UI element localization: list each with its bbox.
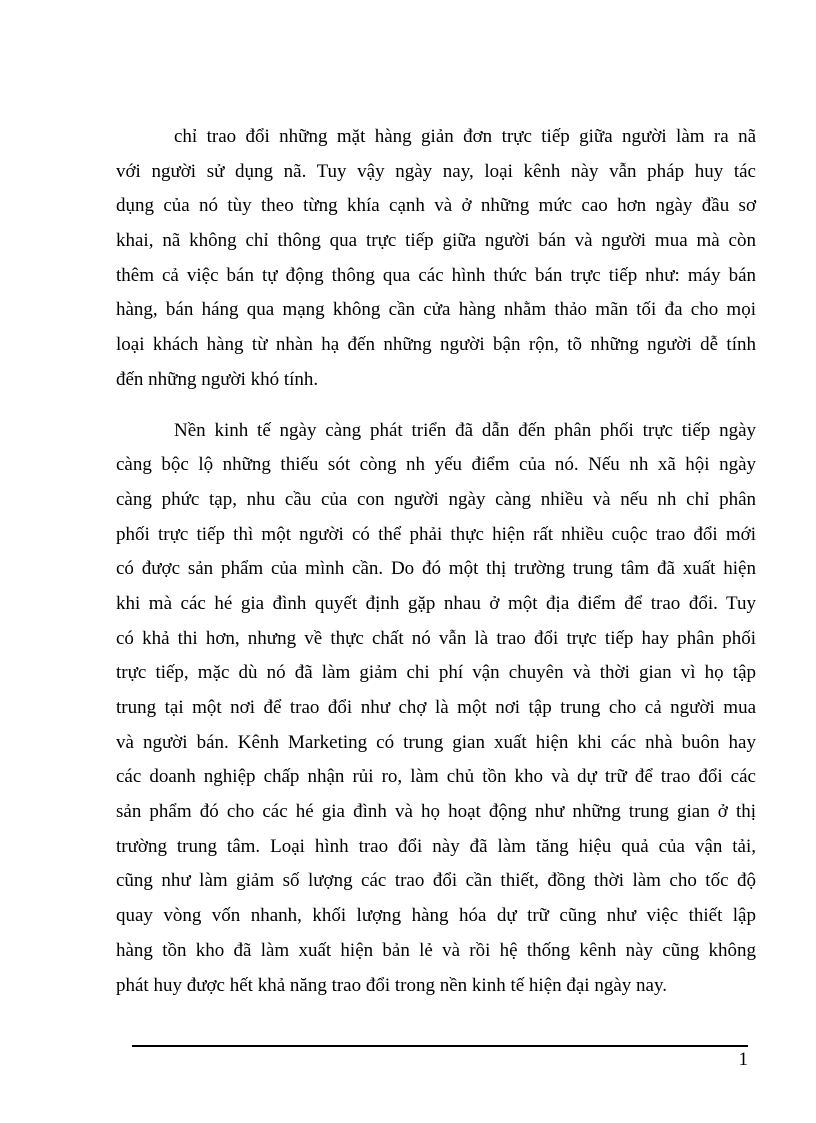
text-line: Nền kinh tế ngày càng phát triển đã dẫn đến phân phối trực tiếp ngày (174, 419, 756, 441)
body-text (116, 120, 756, 1003)
text-line: hàng, bán háng qua mạng không cần cửa hàng nhằm thảo mãn tối đa cho mọi (116, 299, 756, 321)
text-line: khi mà các hé gia đình quyết định gặp nhau ở một địa điểm để trao đổi. Tuy (116, 592, 756, 614)
text-line: có được sản phẩm của mình cần. Do đó một thị trường trung tâm đã xuất hiện (116, 558, 756, 580)
page-number: 1 (738, 1049, 748, 1070)
text-line: quay vòng vốn nhanh, khối lượng hàng hóa dự trữ cũng như việc thiết lập (116, 905, 756, 927)
text-line: loại khách hàng từ nhàn hạ đến những người bận rộn, tõ những người dễ tính (116, 334, 756, 356)
text-line: có khả thi hơn, nhưng về thực chất nó vẫn là trao đổi trực tiếp hay phân phối (116, 627, 756, 649)
paragraph-2 (116, 414, 756, 1004)
text-line: dụng của nó tùy theo từng khía cạnh và ở những mức cao hơn ngày đầu sơ (116, 195, 756, 217)
text-line: chỉ trao đổi những mặt hàng giản đơn trực tiếp giữa người làm ra nã (174, 126, 756, 147)
text-line: cũng như làm giảm số lượng các trao đổi cần thiết, đồng thời làm cho tốc độ (116, 870, 756, 892)
text-line: phát huy được hết khả năng trao đổi trong nền kinh tế hiện đại ngày nay. (116, 974, 667, 996)
text-line: trung tại một nơi để trao đổi như chợ là một nơi tập trung cho cả người mua (116, 697, 756, 718)
text-line: với người sử dụng nã. Tuy vậy ngày nay, loại kênh này vẫn pháp huy tác (116, 160, 756, 182)
text-line: đến những người khó tính. (116, 368, 319, 390)
text-line: và người bán. Kênh Marketing có trung gian xuất hiện khi các nhà buôn hay (116, 731, 756, 753)
paragraph-1 (116, 120, 756, 398)
text-line: càng bộc lộ những thiếu sót còng nh yếu điểm của nó. Nếu nh xã hội ngày (116, 454, 756, 476)
text-line: trường trung tâm. Loại hình trao đổi này đã làm tăng hiệu quả của vận tải, (116, 835, 756, 857)
text-line: phối trực tiếp thì một người có thể phải thực hiện rất nhiều cuộc trao đổi mới (116, 523, 756, 545)
text-line: trực tiếp, mặc dù nó đã làm giảm chi phí vận chuyên và thời gian vì họ tập (116, 662, 756, 684)
text-line: khai, nã không chỉ thông qua trực tiếp giữa người bán và người mua mà còn (116, 230, 756, 252)
text-line: thêm cả việc bán tự động thông qua các hình thức bán trực tiếp như: máy bán (116, 264, 756, 286)
text-line: càng phức tạp, nhu cầu của con người ngày càng nhiều và nếu nh chỉ phân (116, 488, 756, 510)
text-line: các doanh nghiệp chấp nhận rủi ro, làm chủ tồn kho và dự trữ để trao đổi các (116, 766, 756, 788)
paragraph-spacing (116, 398, 756, 414)
text-line: sản phẩm đó cho các hé gia đình và họ hoạt động như những trung gian ở thị (116, 801, 756, 823)
text-line: hàng tồn kho đã làm xuất hiện bản lẻ và rồi hệ thống kênh này cũng không (116, 939, 756, 961)
footer-divider (132, 1045, 748, 1047)
